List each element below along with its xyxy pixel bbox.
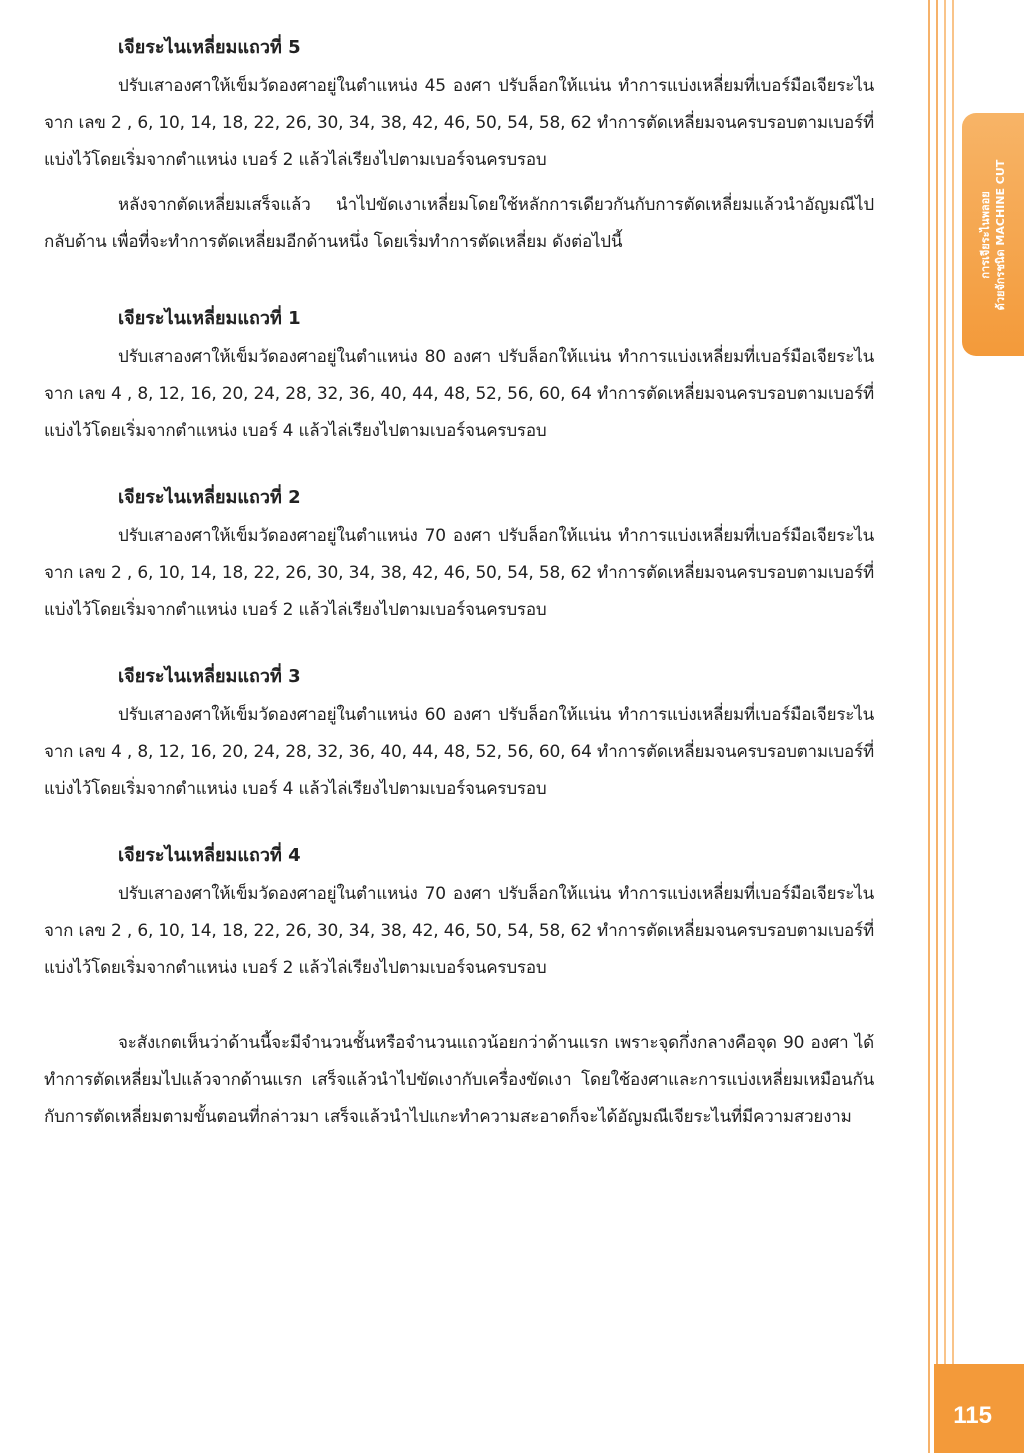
section-paragraph-followup: หลังจากตัดเหลี่ยมเสร็จแล้ว นำไปขัดเงาเหลี่ยมโดยใช้หลักการเดียวกันกับการตัดเหลี่ยมแล้วนำอัญมณีไปกลับด้าน เพื่อที่จะทำการตัดเหลี่ยมอีกด้านหนึ่ง โดยเริ่มทำการตัดเหลี่ยม ดังต่อไปนี้ xyxy=(44,195,874,252)
section-paragraph: ปรับเสาองศาให้เข็มวัดองศาอยู่ในตำแหน่ง 60 องศา ปรับล็อกให้แน่น ทำการแบ่งเหลี่ยมที่เบอร์มือเจียระไน จาก เลข 4 , 8, 12, 16, 20, 24, 28, 32, 36, 40, 44, 48, 52, 56, 60, 64 ทำการตัดเหลี่ยมจนครบรอบตามเบอร์ที่แบ่งไว้โดยเริ่มจากตำแหน่ง เบอร์ 4 แล้วไล่เรียงไปตามเบอร์จนครบรอบ xyxy=(44,705,874,799)
chapter-side-tab-text xyxy=(978,159,1008,310)
conclusion-paragraph: จะสังเกตเห็นว่าด้านนี้จะมีจำนวนชั้นหรือจำนวนแถวน้อยกว่าด้านแรก เพราะจุดกึ่งกลางคือจุด 90 องศา ได้ทำการตัดเหลี่ยมไปแล้วจากด้านแรก เสร็จแล้วนำไปขัดเงากับเครื่องขัดเงา โดยใช้องศาและการแบ่งเหลี่ยมเหมือนกันกับการตัดเหลี่ยมตามขั้นตอนที่กล่าวมา เสร็จแล้วนำไปแกะทำความสะอาดก็จะได้อัญมณีเจียระไนที่มีความสวยงาม xyxy=(44,1033,874,1127)
side-tab-line2: ด้วยจักรชนิด MACHINE CUT xyxy=(994,159,1007,310)
decorative-stripe xyxy=(936,0,938,1453)
section-heading: เจียระไนเหลี่ยมแถวที่ 4 xyxy=(118,845,301,866)
chapter-side-tab xyxy=(962,113,1024,356)
decorative-stripe xyxy=(944,0,946,1453)
section-heading: เจียระไนเหลี่ยมแถวที่ 3 xyxy=(118,666,301,687)
section-paragraph: ปรับเสาองศาให้เข็มวัดองศาอยู่ในตำแหน่ง 70 องศา ปรับล็อกให้แน่น ทำการแบ่งเหลี่ยมที่เบอร์มือเจียระไน จาก เลข 2 , 6, 10, 14, 18, 22, 26, 30, 34, 38, 42, 46, 50, 54, 58, 62 ทำการตัดเหลี่ยมจนครบรอบตามเบอร์ที่แบ่งไว้โดยเริ่มจากตำแหน่ง เบอร์ 2 แล้วไล่เรียงไปตามเบอร์จนครบรอบ xyxy=(44,526,874,620)
decorative-stripe xyxy=(952,0,954,1453)
decorative-stripe xyxy=(928,0,930,1453)
side-tab-line1: การเจียระไนพลอย xyxy=(979,190,992,279)
section-row-2 xyxy=(44,480,874,629)
section-row-1 xyxy=(44,301,874,450)
section-heading: เจียระไนเหลี่ยมแถวที่ 5 xyxy=(118,37,301,58)
section-row-5 xyxy=(44,30,874,261)
page-content xyxy=(44,30,874,1136)
page-number: 115 xyxy=(953,1402,992,1429)
section-row-4 xyxy=(44,838,874,987)
section-row-3 xyxy=(44,659,874,808)
section-paragraph: ปรับเสาองศาให้เข็มวัดองศาอยู่ในตำแหน่ง 45 องศา ปรับล็อกให้แน่น ทำการแบ่งเหลี่ยมที่เบอร์มือเจียระไน จาก เลข 2 , 6, 10, 14, 18, 22, 26, 30, 34, 38, 42, 46, 50, 54, 58, 62 ทำการตัดเหลี่ยมจนครบรอบตามเบอร์ที่แบ่งไว้โดยเริ่มจากตำแหน่ง เบอร์ 2 แล้วไล่เรียงไปตามเบอร์จนครบรอบ xyxy=(44,76,874,170)
section-paragraph: ปรับเสาองศาให้เข็มวัดองศาอยู่ในตำแหน่ง 80 องศา ปรับล็อกให้แน่น ทำการแบ่งเหลี่ยมที่เบอร์มือเจียระไน จาก เลข 4 , 8, 12, 16, 20, 24, 28, 32, 36, 40, 44, 48, 52, 56, 60, 64 ทำการตัดเหลี่ยมจนครบรอบตามเบอร์ที่แบ่งไว้โดยเริ่มจากตำแหน่ง เบอร์ 4 แล้วไล่เรียงไปตามเบอร์จนครบรอบ xyxy=(44,347,874,441)
section-heading: เจียระไนเหลี่ยมแถวที่ 1 xyxy=(118,308,301,329)
section-heading: เจียระไนเหลี่ยมแถวที่ 2 xyxy=(118,487,301,508)
section-paragraph: ปรับเสาองศาให้เข็มวัดองศาอยู่ในตำแหน่ง 70 องศา ปรับล็อกให้แน่น ทำการแบ่งเหลี่ยมที่เบอร์มือเจียระไน จาก เลข 2 , 6, 10, 14, 18, 22, 26, 30, 34, 38, 42, 46, 50, 54, 58, 62 ทำการตัดเหลี่ยมจนครบรอบตามเบอร์ที่แบ่งไว้โดยเริ่มจากตำแหน่ง เบอร์ 2 แล้วไล่เรียงไปตามเบอร์จนครบรอบ xyxy=(44,884,874,978)
